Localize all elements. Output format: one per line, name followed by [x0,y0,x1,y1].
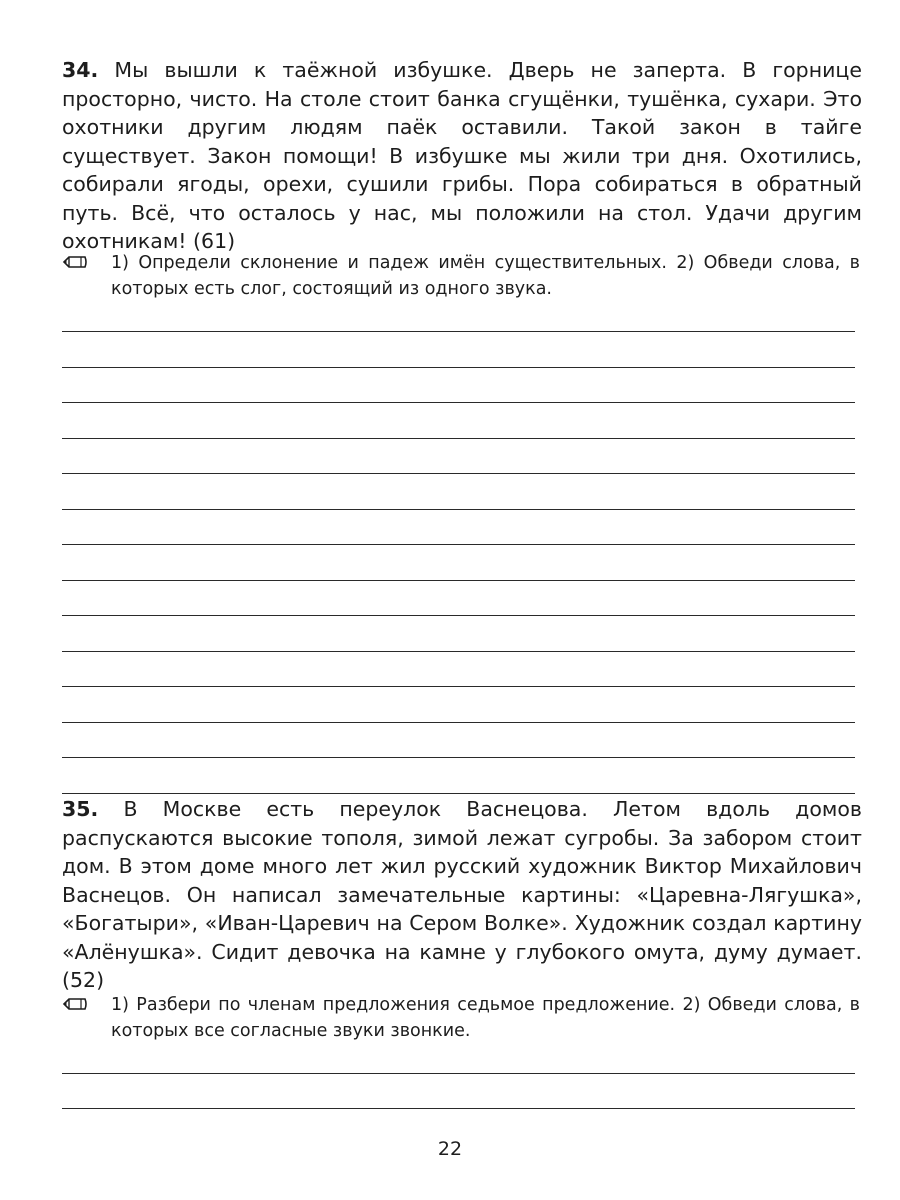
answer-line[interactable] [62,757,855,758]
answer-line[interactable] [62,1073,855,1074]
answer-line[interactable] [62,615,855,616]
exercise-34-task-text: 1) Определи склонение и падеж имён существительных. 2) Обведи слова, в которых есть слог, состоящий из одного звука. [111,253,860,299]
answer-line[interactable] [62,1108,855,1109]
answer-line[interactable] [62,402,855,403]
exercise-35-text [62,795,862,995]
answer-line[interactable] [62,367,855,368]
pencil-icon [62,995,88,1013]
page-number: 22 [437,1138,463,1160]
answer-line[interactable] [62,331,855,332]
exercise-34-text [62,56,862,256]
exercise-35-number: 35. [62,797,99,821]
exercise-35-task-text: 1) Разбери по членам предложения седьмое предложение. 2) Обведи слова, в которых все согласные звуки звонкие. [111,995,860,1041]
answer-line[interactable] [62,722,855,723]
pencil-icon [62,253,88,271]
answer-line[interactable] [62,509,855,510]
answer-line[interactable] [62,793,855,794]
answer-line[interactable] [62,686,855,687]
answer-line[interactable] [62,544,855,545]
answer-line[interactable] [62,580,855,581]
exercise-35-body: В Москве есть переулок Васнецова. Летом вдоль домов распускаются высокие тополя, зимой лежат сугробы. За забором стоит дом. В этом доме много лет жил русский художник Виктор Михайлович Васнецов. Он написал замечательные картины: «Царевна-Лягушка», «Богатыри», «Иван-Царевич на Сером Волке». Художник создал картину «Алёнушка». Сидит девочка на камне у глубокого омута, думу думает. (52) [62,797,862,992]
exercise-35-task [62,992,860,1044]
exercise-34-task [62,250,860,302]
answer-line[interactable] [62,438,855,439]
answer-line[interactable] [62,651,855,652]
exercise-34-body: Мы вышли к таёжной избушке. Дверь не заперта. В горнице просторно, чисто. На столе стоит банка сгущёнки, тушёнка, сухари. Это охотники другим людям паёк оставили. Такой закон в тайге существует. Закон помощи! В избушке мы жили три дня. Охотились, собирали ягоды, орехи, сушили грибы. Пора собираться в обратный путь. Всё, что осталось у нас, мы положили на стол. Удачи другим охотникам! (61) [62,58,862,253]
exercise-34-number: 34. [62,58,99,82]
answer-line[interactable] [62,473,855,474]
